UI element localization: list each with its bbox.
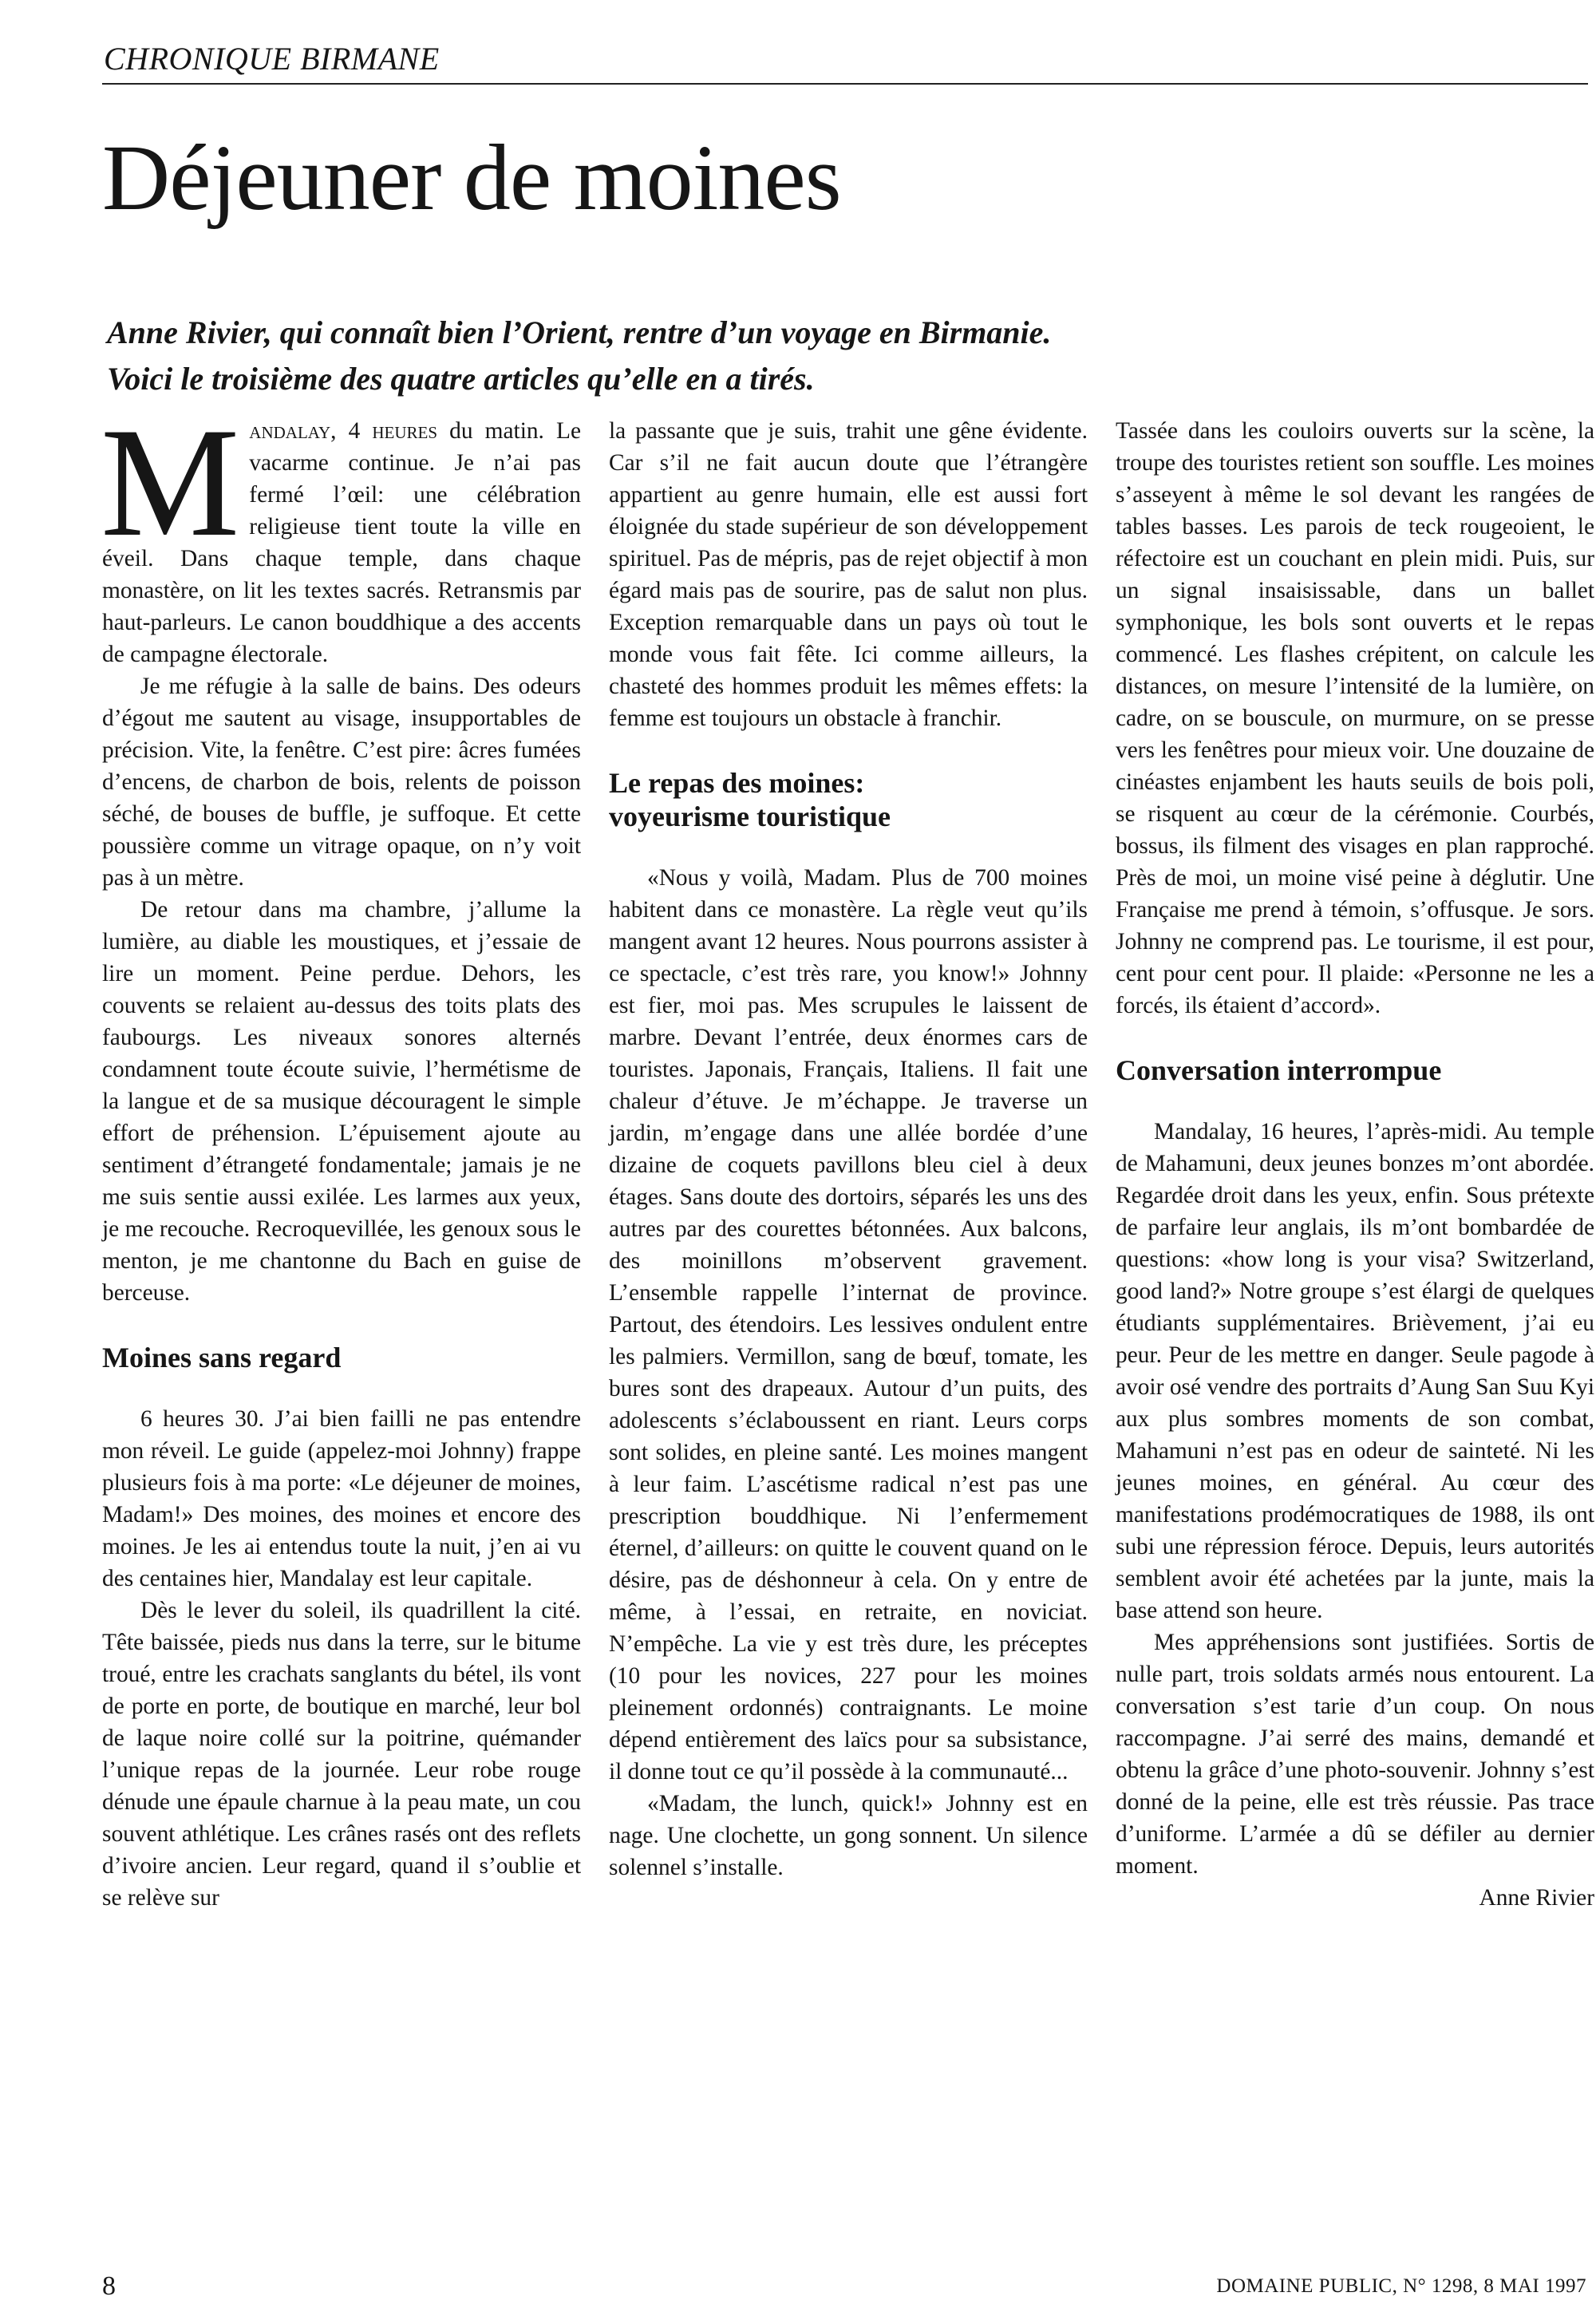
paragraph: Je me réfugie à la salle de bains. Des odeurs d’égout me sautent au visage, insupportables de précision. Vite, la fenêtre. C’est pire: âcres fumées d’encens, de charbon de bois, relents de poisson séché, de bouses de buffle, je suffoque. Et cette poussière comme un vitrage opaque, on n’y voit pas à un mètre. xyxy=(102,674,581,891)
section-subhead: Moines sans regard xyxy=(102,1342,342,1373)
paragraph: Dès le lever du soleil, ils quadrillent la cité. Tête baissée, pieds nus dans la terre, sur le bitume troué, entre les crachats sanglants du bétel, ils vont de porte en porte, de boutique en marché, leur bol de laque noire collé sur la poitrine, quémander l’unique repas de la journée. Leur robe rouge dénude une épaule charnue à la peau mate, un cou souvent athlétique. Les crânes rasés ont des reflets d’ivoire ancien. Leur regard, quand il s’oublie et se relève sur xyxy=(102,1598,581,1911)
article-lead xyxy=(107,310,1479,402)
lead-line-2: Voici le troisième des quatre articles qu’elle en a tirés. xyxy=(107,361,815,397)
article-column-1 xyxy=(101,396,581,1914)
subhead-line-2: voyeurisme touristique xyxy=(609,800,891,832)
paragraph-text: du matin. Le vacarme continue. Je n’ai pas fermé l’œil: une célébration religieuse tient toute la ville en éveil. Dans chaque temple, dans chaque monastère, on lit les textes sacrés. Retransmis par haut-parleurs. Le canon bouddhique a des accents de campagne électorale. xyxy=(102,418,581,667)
header-rule xyxy=(102,83,1588,85)
paragraph: 6 heures 30. J’ai bien failli ne pas entendre mon réveil. Le guide (appelez-moi Johnny) frappe plusieurs fois à ma porte: «Le déjeuner de moines, Madam!» Des moines, des moines et encore des moines. Je les ai entendus toute la nuit, j’en ai vu des centaines hier, Mandalay est leur capitale. xyxy=(102,1406,581,1591)
article-title: Déjeuner de moines xyxy=(102,125,841,230)
paragraph: De retour dans ma chambre, j’allume la lumière, au diable les moustiques, et j’essaie de lire un moment. Peine perdue. Dehors, les couvents se relaient au-dessus des toits plats des faubourgs. Les niveaux sonores alternés condamnent toute écoute suivie, l’hermétisme de la langue et de sa musique découragent le simple effort de préhension. L’épuisement ajoute au sentiment d’étrangeté fondamentale; jamais je ne me suis sentie aussi exilée. Les larmes aux yeux, je me recouche. Recroquevillée, les genoux sous le menton, je me chantonne du Bach en guise de berceuse. xyxy=(102,897,581,1306)
section-subhead xyxy=(609,766,1088,833)
paragraph: Mes appréhensions sont justifiées. Sortis de nulle part, trois soldats armés nous entourent. La conversation s’est tarie d’un coup. On nous raccompagne. J’ai serré des mains, demandé et obtenu la grâce d’une photo-souvenir. Johnny s’est donné de la peine, elle est très réussie. Pas trace d’uniforme. L’armée a dû se défiler au dernier moment. xyxy=(1116,1630,1594,1879)
subhead-line-1: Le repas des moines: xyxy=(609,767,865,799)
drop-cap: M xyxy=(101,396,240,569)
paragraph: la passante que je suis, trahit une gêne évidente. Car s’il ne fait aucun doute que l’étrangère appartient au genre humain, elle est aussi fort éloignée du stade supérieur de son développement spirituel. Pas de mépris, pas de rejet objectif à mon égard mais pas de sourire, pas de salut non plus. Exception remarquable dans un pays où tout le monde vous fait fête. Ici comme ailleurs, la chasteté des hommes produit les mêmes effets: la femme est toujours un obstacle à franchir. xyxy=(609,418,1088,731)
page-number: 8 xyxy=(102,2271,116,2301)
paragraph: Mandalay, 16 heures, l’après-midi. Au temple de Mahamuni, deux jeunes bonzes m’ont abordée. Regardée droit dans les yeux, enfin. Sous prétexte de parfaire leur anglais, ils m’ont bombardée de questions: «how long is your visa? Switzerland, good land?» Notre groupe s’est élargi de quelques étudiants supplémentaires. Brièvement, j’ai eu peur. Peur de les mettre en danger. Seule pagode à avoir osé vendre des portraits d’Aung San Suu Kyi aux plus sombres moments de son combat, Mahamuni n’est pas en odeur de sainteté. Ni les jeunes moines, en général. Au cœur des manifestations prodémocratiques de 1988, ils ont subi une répression féroce. Depuis, leurs autorités semblent avoir été achetées par la junte, mais la base attend son heure. xyxy=(1116,1119,1594,1623)
lead-line-1: Anne Rivier, qui connaît bien l’Orient, rentre d’un voyage en Birmanie. xyxy=(107,314,1052,350)
publication-footer: DOMAINE PUBLIC, N° 1298, 8 MAI 1997 xyxy=(1216,2275,1586,2297)
paragraph: «Nous y voilà, Madam. Plus de 700 moines habitent dans ce monastère. La règle veut qu’ils mangent avant 12 heures. Nous pourrons assister à ce spectacle, c’est très rare, you know!» Johnny est fier, moi pas. Mes scrupules le laissent de marbre. Devant l’entrée, deux énormes cars de touristes. Japonais, Français, Italiens. Il fait une chaleur d’étuve. Je m’échappe. Je traverse un jardin, m’engage dans une allée bordée d’une dizaine de coquets pavillons bleu ciel à deux étages. Sans doute des dortoirs, séparés les uns des autres par des courettes bétonnées. Aux balcons, des moinillons m’observent gravement. L’ensemble rappelle l’internat de province. Partout, des étendoirs. Les lessives ondulent entre les palmiers. Vermillon, sang de bœuf, tomate, les bures sont des drapeaux. Autour d’un puits, des adolescents s’éclaboussent en riant. Leurs corps sont solides, en pleine santé. Les moines mangent à leur faim. L’ascétisme radical n’est pas une prescription bouddhique. Ni l’enfermement éternel, d’ailleurs: on quitte le couvent quand on le désire, pas de déshonneur à cela. On y entre de même, à l’essai, en retraite, en noviciat. N’empêche. La vie y est très dure, les préceptes (10 pour les novices, 227 pour les moines pleinement ordonnés) contraignants. Le moine dépend entièrement des laïcs pour sa subsistance, il donne tout ce qu’il possède à la communauté... xyxy=(609,865,1088,1785)
paragraph: Tassée dans les couloirs ouverts sur la scène, la troupe des touristes retient son souffle. Les moines s’asseyent à même le sol devant les rangées de tables basses. Les parois de teck rougeoient, le réfectoire est un couchant en plein midi. Puis, sur un signal insaisissable, dans un ballet symphonique, les bols sont ouverts et le repas commencé. Les flashes crépitent, on calcule les distances, on mesure l’intensité de la lumière, on cadre, on se bouscule, on murmure, on se presse vers les fenêtres pour mieux voir. Une douzaine de cinéastes enjambent les hauts seuils de bois poli, se risquent au cœur de la cérémonie. Courbés, bossus, ils filment des visages en plan rapproché. Près de moi, un moine visé peine à déglutir. Une Française me prend à témoin, s’offusque. Je sors. Johnny ne comprend pas. Le tourisme, il est pour, cent pour cent pour. Il plaide: «Personne ne les a forcés, ils étaient d’accord». xyxy=(1116,418,1594,1018)
paragraph-opening xyxy=(101,396,581,670)
section-rubric: CHRONIQUE BIRMANE xyxy=(104,41,440,77)
article-column-2 xyxy=(609,415,1088,1883)
section-subhead: Conversation interrompue xyxy=(1116,1054,1442,1086)
article-column-3 xyxy=(1116,415,1594,1914)
paragraph: «Madam, the lunch, quick!» Johnny est en nage. Une clochette, un gong sonnent. Un silence solennel s’installe. xyxy=(609,1791,1088,1880)
dateline: andalay, 4 heures xyxy=(249,418,438,444)
author-signature: Anne Rivier xyxy=(1479,1885,1594,1911)
